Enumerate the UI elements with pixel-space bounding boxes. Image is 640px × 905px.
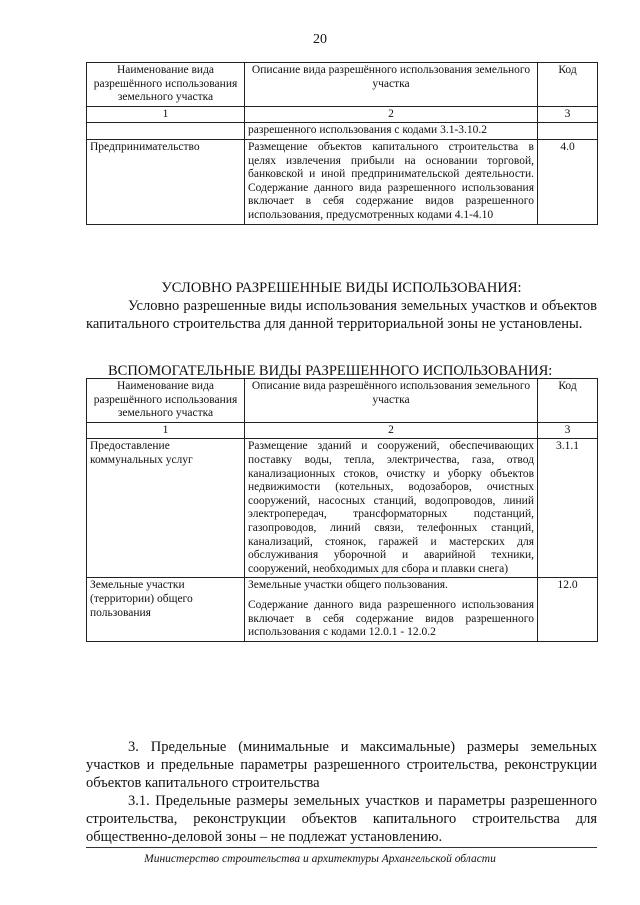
cell-use-code: 12.0 [538,578,598,641]
page-number: 20 [313,32,327,47]
paragraph-3: 3. Предельные (минимальные и максимальные) размеры земельных участков и предельные параметры разрешенного строительства, реконструкции объектов капитального строительства [86,739,597,791]
col-number-3: 3 [538,422,598,439]
table-row [87,439,598,578]
table-header-row [87,379,598,423]
col-header-name: Наименование вида разрешённого использования земельного участка [87,63,245,107]
cell-continued-description: разрешенного использования с кодами 3.1-3.10.2 [245,123,538,140]
cell-use-name: Предпринимательство [87,139,245,224]
table-row [87,139,598,224]
table-main-uses [86,62,598,225]
col-header-description: Описание вида разрешённого использования земельного участка [245,379,538,423]
table-row [87,578,598,641]
cell-use-description [245,578,538,641]
col-number-1: 1 [87,106,245,123]
table-row [87,123,598,140]
section-text-conditional: Условно разрешенные виды использования земельных участков и объектов капитального строительства для данной территориальной зоны не установлены. [86,298,597,332]
cell-empty [87,123,245,140]
cell-use-description: Размещение зданий и сооружений, обеспечивающих поставку воды, тепла, электричества, газа, отвод канализационных стоков, очистку и уборку объектов недвижимости (котельных, водозаборов, очистных сооружений, насосных станций, водопроводов, линий электропередач, трансформаторных подстанций, газопроводов, линий связи, телефонных станций, канализаций, стоянок, гаражей и мастерских для обслуживания уборочной и аварийной техники, сооружений, необходимых для сбора и плавки снега) [245,439,538,578]
col-number-2: 2 [245,106,538,123]
footer-divider [86,847,597,848]
col-header-code: Код [538,63,598,107]
col-number-1: 1 [87,422,245,439]
table-number-row [87,106,598,123]
footer-text: Министерство строительства и архитектуры Архангельской области [144,853,496,865]
description-line-1: Земельные участки общего пользования. [248,579,448,592]
col-header-code: Код [538,379,598,423]
description-line-2: Содержание данного вида разрешенного использования включает в себя содержание видов разрешенного использования с кодами 12.0.1 - 12.0.2 [248,598,534,639]
cell-use-name: Предоставление коммунальных услуг [87,439,245,578]
table-auxiliary-uses [86,378,598,642]
cell-use-description: Размещение объектов капитального строительства в целях извлечения прибыли на основании торговой, банковской и иной предпринимательской деятельности. Содержание данного вида разрешенного использования включает в себя содержание видов разрешенного использования, предусмотренных кодами 4.1-4.10 [245,139,538,224]
section-title-conditional: УСЛОВНО РАЗРЕШЕННЫЕ ВИДЫ ИСПОЛЬЗОВАНИЯ: [161,280,522,296]
table-number-row [87,422,598,439]
cell-use-code: 4.0 [538,139,598,224]
paragraph-3-1: 3.1. Предельные размеры земельных участков и параметры разрешенного строительства, реконструкции объектов капитального строительства для общественно-деловой зоны – не подлежат установлению. [86,793,597,845]
table-header-row [87,63,598,107]
cell-empty [538,123,598,140]
cell-use-name: Земельные участки (территории) общего пользования [87,578,245,641]
col-number-3: 3 [538,106,598,123]
col-number-2: 2 [245,422,538,439]
cell-use-code: 3.1.1 [538,439,598,578]
section-title-auxiliary: ВСПОМОГАТЕЛЬНЫЕ ВИДЫ РАЗРЕШЕННОГО ИСПОЛЬЗОВАНИЯ: [108,363,553,379]
col-header-description: Описание вида разрешённого использования земельного участка [245,63,538,107]
col-header-name: Наименование вида разрешённого использования земельного участка [87,379,245,423]
